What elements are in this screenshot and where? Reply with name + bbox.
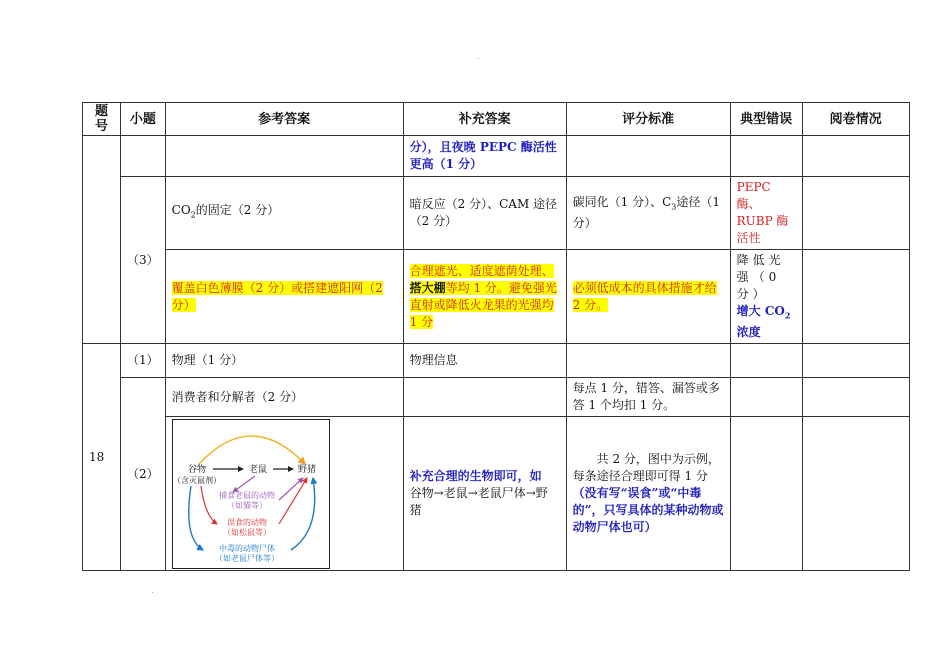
- poisoned-label: 中毒的动物尸体: [218, 543, 275, 553]
- table-row: [83, 250, 910, 344]
- typical-error-cell: PEPC 酶、RUBP 酶活性: [730, 177, 802, 250]
- grain-to-boar-arc: [199, 436, 305, 464]
- table-row: [83, 378, 910, 417]
- header-question-no: 题号: [83, 103, 121, 136]
- header-scoring-criteria: 评分标准: [566, 103, 730, 136]
- table-row: [83, 344, 910, 378]
- scoring-criteria-cell: [566, 344, 730, 378]
- supplementary-answer-cell: 合理遮光、适度遮荫处理、搭大棚等均 1 分。避免强光直射或降低火龙果的光强均 1 分: [403, 250, 566, 344]
- predator-to-boar-arrow: [279, 478, 303, 500]
- poisoned-to-boar-arrow: [291, 478, 315, 550]
- scan-speck-top: [478, 58, 479, 59]
- scoring-criteria-cell: 必须低成本的具体措施才给 2 分。: [566, 250, 730, 344]
- sub-question-cell: （1）: [121, 344, 166, 378]
- scoring-criteria-cell: 每点 1 分，错答、漏答或多答 1 个均扣 1 分。: [566, 378, 730, 417]
- sub-question-cell: （2）: [121, 378, 166, 571]
- supplementary-answer-cell: 物理信息: [403, 344, 566, 378]
- predator-label: 捕食老鼠的动物: [218, 490, 275, 500]
- supplementary-answer-cell: [403, 378, 566, 417]
- typical-error-cell: [730, 136, 802, 177]
- reference-answer-cell: [165, 136, 403, 177]
- scoring-criteria-cell: 碳同化（1 分）、$C_3$途径（1 分）: [566, 177, 730, 250]
- reference-answer-cell: [165, 417, 403, 571]
- sub-question-cell: （3）: [121, 177, 166, 344]
- question-no-cell-17: [83, 136, 121, 344]
- header-supplementary-answer: 补充答案: [403, 103, 566, 136]
- food-web-diagram: [172, 419, 330, 569]
- question-no-cell-18: 18: [83, 344, 121, 571]
- supplementary-answer-cell: 分），且夜晚 PEPC 酶活性更高（1 分）: [403, 136, 566, 177]
- header-grading-status: 阅卷情况: [802, 103, 909, 136]
- grain-to-mistaken-arrow: [201, 486, 217, 524]
- grading-table: [82, 102, 910, 571]
- header-row: [83, 103, 910, 136]
- supplementary-answer-cell: 补充合理的生物即可，如 谷物→老鼠→老鼠尸体→野猪: [403, 417, 566, 571]
- scoring-criteria-cell: 共 2 分，图中为示例，每条途径合理即可得 1 分 （没有写“误食”或“中毒的”，只写具体的某种动物或动物尸体也可）: [566, 417, 730, 571]
- reference-answer-cell: $CO_2$的固定（2 分）: [165, 177, 403, 250]
- mistaken-label: 误食的动物: [226, 517, 267, 527]
- table-row: [83, 177, 910, 250]
- grain-note: （含灭鼠剂）: [172, 475, 221, 485]
- scan-speck-bottom: [152, 592, 153, 593]
- mouse-label: 老鼠: [248, 464, 267, 475]
- grain-to-poisoned-arrow: [188, 486, 202, 550]
- grain-label: 谷物: [187, 464, 206, 475]
- mouse-to-predator-arrow: [233, 476, 255, 492]
- header-sub-question: 小题: [121, 103, 166, 136]
- predator-note: （如猫等）: [226, 500, 267, 510]
- typical-error-cell: 降低光强（0 分） 增大 $CO_2$浓度: [730, 250, 802, 344]
- typical-error-cell: [730, 417, 802, 571]
- grading-status-cell: [802, 136, 909, 177]
- supplementary-answer-cell: 暗反应（2 分）、CAM 途径（2 分）: [403, 177, 566, 250]
- reference-answer-cell: 覆盖白色薄膜（2 分）或搭建遮阳网（2 分）: [165, 250, 403, 344]
- header-typical-errors: 典型错误: [730, 103, 802, 136]
- table-row: [83, 136, 910, 177]
- grading-status-cell: [802, 177, 909, 250]
- header-reference-answer: 参考答案: [165, 103, 403, 136]
- reference-answer-cell: 消费者和分解者（2 分）: [165, 378, 403, 417]
- table-row: [83, 417, 910, 571]
- sub-question-cell: [121, 136, 166, 177]
- typical-error-cell: [730, 378, 802, 417]
- reference-answer-cell: 物理（1 分）: [165, 344, 403, 378]
- scoring-criteria-cell: [566, 136, 730, 177]
- typical-error-cell: [730, 344, 802, 378]
- grading-status-cell: [802, 250, 909, 344]
- mistaken-to-boar-arrow: [279, 478, 307, 524]
- boar-label: 野猪: [297, 464, 316, 475]
- grading-status-cell: [802, 417, 909, 571]
- grading-status-cell: [802, 378, 909, 417]
- poisoned-note: （如老鼠尸体等）: [214, 553, 279, 563]
- grading-status-cell: [802, 344, 909, 378]
- mistaken-note: （如松鼠等）: [222, 527, 271, 537]
